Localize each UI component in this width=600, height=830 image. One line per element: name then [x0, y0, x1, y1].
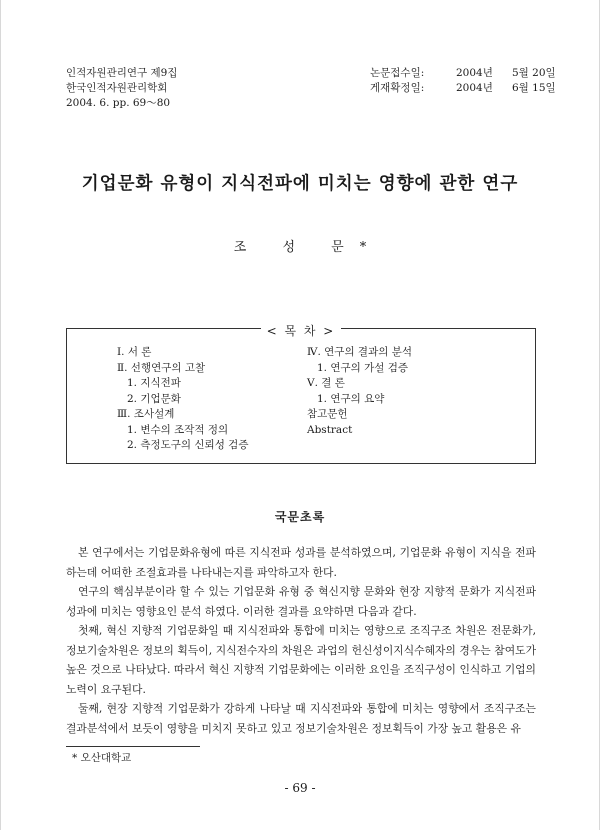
received-date: 5월 20일: [512, 67, 556, 79]
author-affiliation-footnote: * 오산대학교: [72, 752, 132, 764]
accepted-label: 게재확정일:: [370, 82, 425, 94]
received-year: 2004년: [456, 67, 493, 79]
toc-item: Ⅰ. 서 론: [117, 346, 152, 358]
abstract-paragraph: 첫째, 혁신 지향적 기업문화일 때 지식전파와 통합에 미치는 영향으로 조직구조 차원은 전문화가, 정보기술차원은 정보의 획득이, 지식전수자의 차원은 과업의 헌신성이지식수혜자의 경우는 참여도가 높은 것으로 나타났다. 따라서 혁신 지향적 기업문화에는 이러한 요인을 조직구성이 인식하고 기업의 노력이 요구된다.: [66, 624, 536, 696]
toc-right-column: [307, 345, 412, 438]
society-name: 한국인적자원관리학회: [66, 82, 168, 94]
submission-info: [370, 66, 572, 96]
abstract-paragraph: 본 연구에서는 기업문화유형에 따른 지식전파 성과를 분석하였으며, 기업문화 유형이 지식을 전파하는데 어떠한 조절효과를 나타내는지를 파악하고자 한다.: [66, 546, 536, 579]
toc-subitem: 1. 연구의 요약: [317, 392, 385, 405]
toc-subitem: 1. 변수의 조작적 정의: [127, 423, 229, 436]
table-of-contents: [66, 324, 536, 464]
accepted-row: [370, 81, 572, 96]
journal-name: 인적자원관리연구 제9집: [66, 67, 178, 79]
abstract-title: 국문초록: [274, 510, 326, 524]
issue-pages: 2004. 6. pp. 69～80: [66, 97, 171, 109]
toc-item: Ⅱ. 선행연구의 고찰: [117, 361, 206, 374]
toc-item: 참고문헌: [307, 408, 348, 420]
toc-item: Abstract: [307, 423, 353, 436]
toc-subitem: 1. 지식전파: [127, 377, 181, 389]
toc-item: Ⅲ. 조사설계: [117, 408, 175, 420]
toc-subitem: 2. 측정도구의 신뢰성 검증: [127, 439, 249, 451]
received-row: [370, 66, 572, 81]
toc-left-column: [117, 345, 248, 454]
received-label: 논문접수일:: [370, 67, 425, 79]
toc-subitem: 1. 연구의 가설 검증: [317, 361, 409, 374]
toc-item: Ⅳ. 연구의 결과의 분석: [307, 346, 412, 358]
toc-heading-text: < 목 차 >: [261, 324, 342, 338]
accepted-year: 2004년: [456, 82, 493, 94]
footnote-divider: [66, 746, 200, 747]
toc-subitem: 2. 기업문화: [127, 392, 181, 405]
abstract-paragraph: 연구의 핵심부분이라 할 수 있는 기업문화 유형 중 혁신지향 문화와 현장 지향적 문화가 지식전파 성과에 미치는 영향요인 분석 하였다. 이러한 결과를 요약하면 다음과 같다.: [66, 585, 536, 618]
toc-item: Ⅴ. 결 론: [307, 377, 345, 389]
abstract-body: [66, 543, 536, 738]
abstract-paragraph: 둘째, 현장 지향적 기업문화가 강하게 나타날 때 지식전파와 통합에 미치는 영향에서 조직구조는 결과분석에서 보듯이 영향을 미치지 못하고 있고 정보기술차원은 정보획득이 가장 높고 활용은 유: [66, 702, 536, 735]
toc-heading: [67, 320, 535, 339]
accepted-date: 6월 15일: [512, 82, 556, 94]
paper-title: 기업문화 유형이 지식전파에 미치는 영향에 관한 연구: [81, 174, 519, 194]
page-number: - 69 -: [284, 781, 316, 795]
journal-info: [66, 66, 177, 111]
author-name: 조 성 문*: [233, 240, 383, 255]
